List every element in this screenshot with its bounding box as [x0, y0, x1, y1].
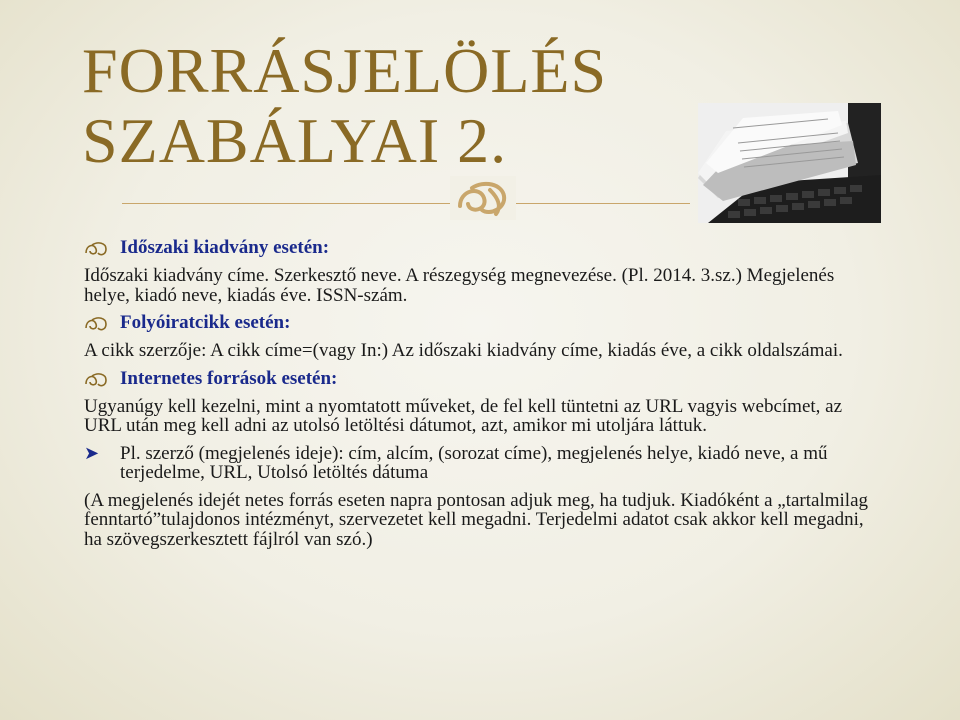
section-heading-periodical: [84, 238, 884, 258]
newspapers-on-keyboard-image: [698, 103, 881, 223]
section-text-journal-article: A cikk szerzője: A cikk címe=(vagy In:) Az időszaki kiadvány címe, kiadás éve, a cikk oldalszámai.: [84, 340, 843, 361]
scroll-bullet-icon: [84, 372, 108, 388]
sub-item-example: [84, 444, 884, 483]
slide-title: [82, 36, 682, 176]
section-text-periodical: Időszaki kiadvány címe. Szerkesztő neve. A részegység megnevezése. (Pl. 2014. 3.sz.) Megjelenés helye, kiadó neve, kiadás éve. ISSN-szám.: [84, 265, 835, 306]
section-heading-internet-sources: [84, 369, 884, 389]
scroll-bullet-icon: [84, 316, 108, 332]
section-note-internet-sources: (A megjelenés idejét netes forrás eseten napra pontosan adjuk meg, ha tudjuk. Kiadóként a „tartalmilag fenntartó”tulajdonos intézményt, szervezetet kell megadni. Terjedelmi adatot csak akkor kell megadni, ha szövegszerkesztett fájlról van szó.): [84, 489, 869, 550]
scroll-bullet-icon: [84, 241, 108, 257]
newspapers-on-keyboard-photo: [698, 103, 881, 223]
arrow-bullet-icon: ➤: [84, 442, 100, 463]
slide-content: [84, 238, 884, 557]
slide-title-line-2: SZABÁLYAI 2.: [82, 105, 508, 176]
section-heading-text: Folyóiratcikk esetén:: [120, 312, 291, 333]
slide-title-line-1: FORRÁSJELÖLÉS: [82, 35, 608, 106]
fleuron-ornament-icon: [450, 176, 516, 220]
section-heading-text: Internetes források esetén:: [120, 367, 338, 389]
sub-item-text: Pl. szerző (megjelenés ideje): cím, alcím, (sorozat címe), megjelenés helye, kiadó neve, a mű terjedelme, URL, Utolsó letöltés dátuma: [120, 442, 828, 483]
title-divider: [122, 203, 690, 204]
section-heading-journal-article: [84, 313, 884, 333]
section-text-internet-sources: Ugyanúgy kell kezelni, mint a nyomtatott műveket, de fel kell tüntetni az URL vagyis webcímet, az URL után meg kell adni az utolsó letöltési dátumot, azt, amikor mi utoljára láttuk.: [84, 395, 843, 436]
section-heading-text: Időszaki kiadvány esetén:: [120, 237, 330, 258]
